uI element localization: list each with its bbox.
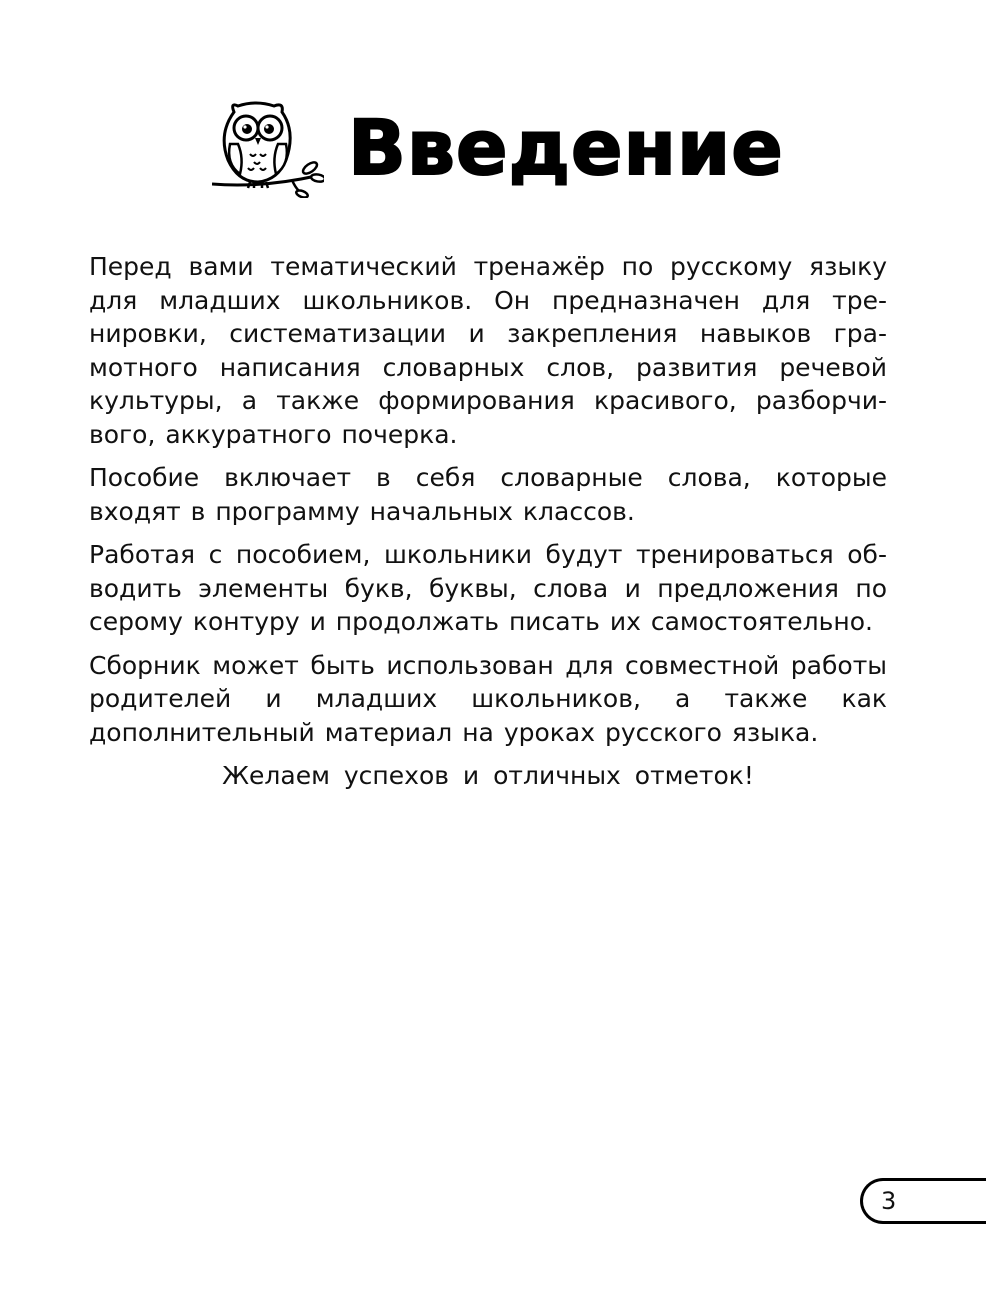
- paragraph: Работая с пособием, школьники будут тренироваться обводить элементы букв, буквы, слова и предложения по серому контуру и продолжать писать их самостоятельно.: [89, 540, 887, 636]
- page-title: Введение: [348, 103, 784, 192]
- paragraph: Перед вами тематический тренажёр по русскому языку для младших школьников. Он предназначен для тренировки, систематизации и закрепления навыков грамотного написания словарных слов, развития речевой культуры, а также формирования красивого, разборчивого, аккуратного почерка.: [89, 252, 887, 449]
- owl-on-branch-icon: [212, 98, 324, 198]
- page-number: 3: [881, 1187, 897, 1215]
- paragraph: Пособие включает в себя словарные слова, которые входят в программу начальных классов.: [89, 463, 887, 526]
- page-number-tab: [860, 1178, 986, 1224]
- closing-wish: Желаем успехов и отличных отметок!: [222, 761, 754, 790]
- paragraph: Сборник может быть использован для совместной работы родителей и младших школьников, а также как дополнительный материал на уроках русского языка.: [89, 650, 887, 747]
- page-header: [0, 92, 986, 207]
- intro-text: [89, 250, 887, 793]
